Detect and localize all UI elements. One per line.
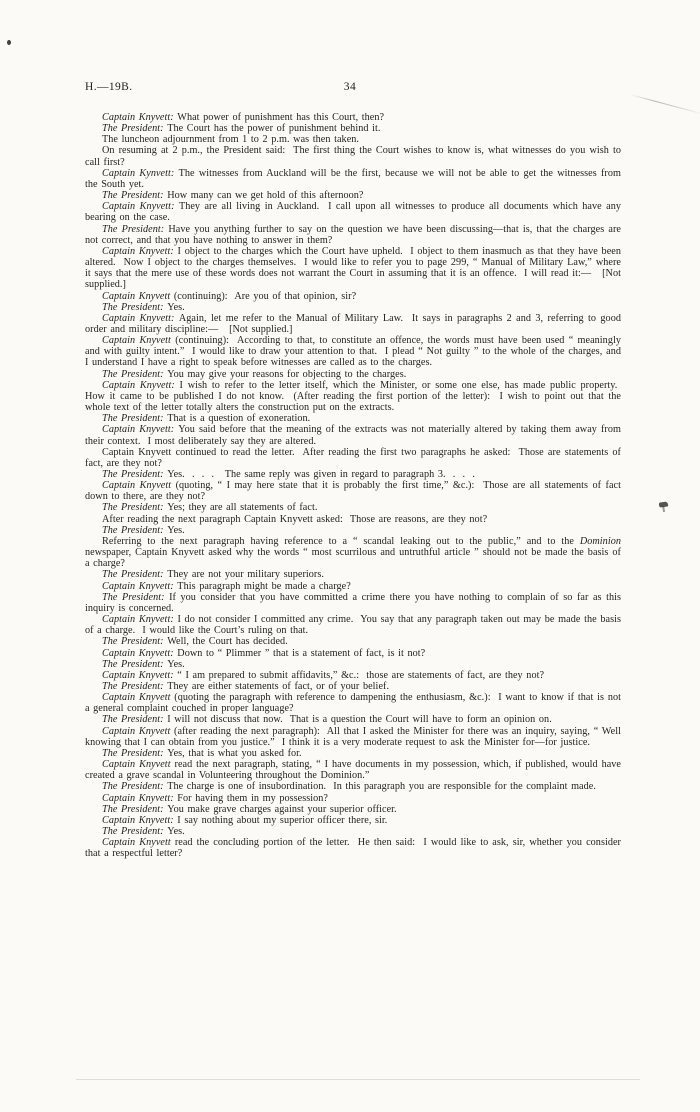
- paragraph: The President: Have you anything further to say on the question we have been discussing—that is, that the charges are not correct, and that you have nothing to answer in them?: [85, 223, 621, 246]
- paragraph: Captain Knyvett: Again, let me refer to the Manual of Military Law. It says in paragraphs 2 and 3, referring to good order and military discipline:— [Not supplied.]: [85, 312, 621, 335]
- paragraph: Captain Knyvett read the concluding portion of the letter. He then said: I would like to ask, sir, whether you consider that a respectful letter?: [85, 837, 621, 860]
- paragraph: Captain Knyvett (continuing): According to that, to constitute an offence, the words must have been used “ meaningly and with guilty intent.” I would like to draw your attention to that. I plead “ Not guilty ” to the whole of the charges, and I understand I have a right to speak before witnesses are called as to the charges.: [85, 335, 621, 369]
- paragraph: Captain Knyvett: Down to “ Plimmer ” that is a statement of fact, is it not?: [102, 647, 426, 659]
- paragraph: Captain Knyvett: I wish to refer to the letter itself, which the Minister, or some one else, has made public property. How it came to be published I do not know. (After reading the first portion of the letter): I wish to point out that the whole text of the letter totally alters the construction put on the extracts.: [85, 379, 621, 414]
- paragraph: The President: Well, the Court has decided.: [102, 636, 288, 648]
- paragraph: The President: They are not your military superiors.: [102, 569, 324, 581]
- paragraph: The President: The Court has the power of punishment behind it.: [102, 123, 381, 135]
- paragraph: Captain Knyvett: They are all living in Auckland. I call upon all witnesses to produce all documents which have any bearing on the case.: [85, 201, 621, 224]
- paragraph: Captain Knyvett: I object to the charges which the Court have upheld. I object to them inasmuch as that they have been altered. Now I object to the charges themselves. I would like to refer you to page 299, “ Manual of Military Law,” where it says that the mere use of these words does not warrant the Court in assuming that it is an offence. I will read it:— [Not supplied.]: [85, 245, 621, 291]
- paragraph: Captain Knyvett read the next paragraph, stating, “ I have documents in my possession, which, if published, would have created a grave scandal in Volunteering throughout the Dominion.”: [85, 759, 621, 782]
- paragraph: The President: Yes.: [102, 524, 185, 536]
- paragraph: The President: You make grave charges against your superior officer.: [102, 803, 397, 815]
- page-number: 34: [343, 81, 357, 93]
- paragraph: The President: Yes.: [102, 826, 185, 837]
- page-header: [0, 81, 700, 97]
- paragraph: The President: The charge is one of insubordination. In this paragraph you are responsible for the complaint made.: [102, 781, 596, 793]
- paragraph: The President: How many can we get hold of this afternoon?: [102, 190, 364, 202]
- transcript-text: [85, 112, 621, 859]
- paragraph: Captain Knyvett continued to read the letter. After reading the first two paragraphs he asked: Those are statements of fact, are they not?: [85, 446, 621, 469]
- paragraph: Captain Knyvett (quoting, “ I may here state that it is probably the first time,” &c.): Those are all statements of fact down to there, are they not?: [85, 480, 622, 503]
- paragraph: The President: Yes; they are all statements of fact.: [102, 502, 318, 514]
- paragraph: The luncheon adjournment from 1 to 2 p.m. was then taken.: [102, 134, 360, 146]
- paragraph: Captain Knyvett: “ I am prepared to submit affidavits,” &c.: those are statements of fact, are they not?: [102, 669, 545, 681]
- ink-mark-artifact: [659, 501, 669, 507]
- paragraph: The President: Yes.: [102, 301, 185, 313]
- paragraph: The President: They are either statements of fact, or of your belief.: [102, 680, 390, 692]
- paragraph: Captain Knyvett: I say nothing about my superior officer there, sir.: [102, 814, 388, 826]
- paragraph: On resuming at 2 p.m., the President said: The first thing the Court wishes to know is, what witnesses do you wish to call first?: [85, 145, 621, 168]
- paragraph: The President: If you consider that you have committed a crime there you have nothing to complain of so far as this inquiry is concerned.: [85, 591, 621, 614]
- paragraph: The President: Yes.: [102, 658, 185, 670]
- paragraph: Captain Knyvett: What power of punishment has this Court, then?: [102, 112, 385, 123]
- paragraph: Captain Knyvett: I do not consider I committed any crime. You say that any paragraph taken out may be made the basis of a charge. I would like the Court’s ruling on that.: [85, 614, 621, 637]
- paragraph: The President: I will not discuss that now. That is a question the Court will have to form an opinion on.: [102, 714, 552, 726]
- paragraph: After reading the next paragraph Captain Knyvett asked: Those are reasons, are they not?: [102, 513, 488, 525]
- paragraph: The President: Yes. . . . The same reply was given in regard to paragraph 3. . . .: [102, 469, 475, 480]
- paragraph: The President: That is a question of exoneration.: [102, 413, 311, 425]
- paragraph: The President: Yes, that is what you asked for.: [102, 747, 302, 759]
- scan-line-artifact: [76, 1079, 640, 1080]
- paragraph: Captain Knyvett: This paragraph might be made a charge?: [102, 580, 351, 592]
- paragraph: Captain Knyvett (quoting the paragraph with reference to dampening the enthusiasm, &c.): I want to know if that is not a general complaint couched in proper language?: [85, 692, 621, 715]
- paragraph: Captain Knyvett: You said before that the meaning of the extracts was not materially altered by taking them away from their context. I most deliberately say they are altered.: [85, 424, 621, 447]
- paragraph: Captain Kynvett: The witnesses from Auckland will be the first, because we will not be able to get the witnesses from the South yet.: [85, 167, 621, 190]
- paragraph: The President: You may give your reasons for objecting to the charges.: [102, 368, 407, 380]
- paragraph: Referring to the next paragraph having reference to a “ scandal leaking out to the public,” and to the Dominion newspaper, Captain Knyvett asked why the words “ most scurrilous and untruthful article ” should not be made the basis of a charge?: [85, 535, 621, 570]
- document-reference: H.—19B.: [85, 81, 133, 93]
- paragraph: Captain Knyvett: For having them in my possession?: [102, 792, 328, 804]
- scan-speck-artifact: [7, 40, 11, 45]
- paragraph: Captain Knyvett (continuing): Are you of that opinion, sir?: [102, 290, 357, 302]
- paragraph: Captain Knyvett (after reading the next paragraph): All that I asked the Minister for there was an inquiry, saying, “ Well knowing that I can obtain from you justice.” I think it is a very moderate request to ask the Minister for—for justice.: [85, 725, 621, 748]
